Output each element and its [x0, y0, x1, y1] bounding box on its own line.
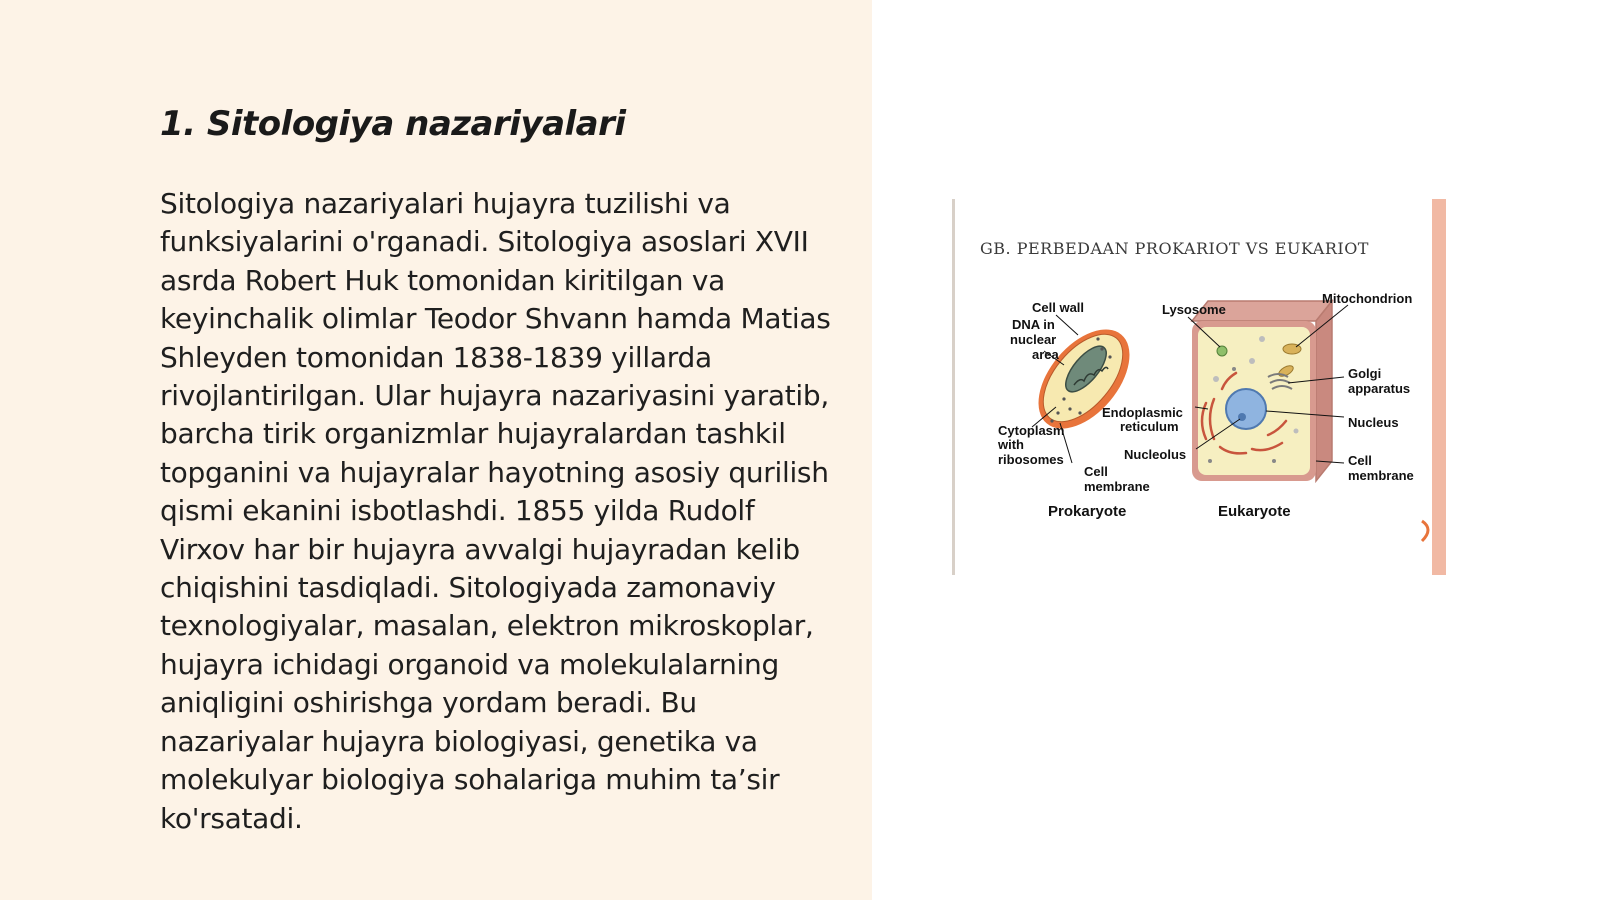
caption-eukaryote: Eukaryote	[1218, 503, 1291, 520]
eukaryote-cell	[1192, 301, 1332, 481]
ribosome-dot	[1208, 459, 1212, 463]
ribosome-dot	[1272, 459, 1276, 463]
label-nucleolus: Nucleolus	[1124, 447, 1187, 462]
label-dna-1: DNA in	[1012, 317, 1055, 332]
vesicle	[1294, 429, 1299, 434]
label-lysosome: Lysosome	[1162, 302, 1226, 317]
slide-body-text: Sitologiya nazariyalari hujayra tuzilishi va funksiyalarini o'rganadi. Sitologiya asoslari XVII asrda Robert Huk tomonidan kiritilgan va keyinchalik olimlar Teodor Shvann hamda Matias Shleyden tomonidan 1838-1839 yillarda rivojlantirilgan. Ular hujayra nazariyasini yaratib, barcha tirik organizmlar hujayralardan tashkil topganini va hujayralar hayotning asosiy qurilish qismi ekanini isbotlashdi. 1855 yilda Rudolf Virxov har bir hujayra avvalgi hujayradan kelib chiqishini tasdiqladi. Sitologiyada zamonaviy texnologiyalar, masalan, elektron mikroskoplar, hujayra ichidagi organoid va molekulalarning aniqligini oshirishga yordam beradi. Bu nazariyalar hujayra biologiyasi, genetika va molekulyar biologiya sohalariga muhim ta’sir ko'rsatadi.	[160, 187, 831, 835]
label-cell-membrane-eukaryote-2: membrane	[1348, 468, 1414, 483]
ribosome-dot	[1078, 411, 1081, 414]
vesicle	[1249, 358, 1255, 364]
figure-right-border	[1432, 199, 1446, 575]
vesicle	[1213, 376, 1219, 382]
label-cytoplasm-2: with	[998, 437, 1024, 452]
label-er-1: Endoplasmic	[1102, 405, 1183, 420]
ribosome-dot	[1056, 411, 1059, 414]
cell-comparison-figure	[952, 199, 1450, 575]
ribosome-dot	[1062, 397, 1065, 400]
eukaryote-side-face	[1316, 301, 1332, 481]
label-cytoplasm-1: Cytoplasm	[998, 423, 1065, 438]
label-cell-membrane-prokaryote-2: membrane	[1084, 479, 1150, 494]
ribosome-dot	[1232, 367, 1236, 371]
ribosome-dot	[1100, 347, 1103, 350]
ribosome-dot	[1068, 407, 1071, 410]
figure-title: GB. PERBEDAAN PROKARIOT VS EUKARIOT	[980, 239, 1369, 258]
caption-prokaryote: Prokaryote	[1048, 503, 1127, 520]
cell-diagram	[952, 199, 1450, 575]
vesicle	[1259, 336, 1265, 342]
label-cell-membrane-eukaryote-1: Cell	[1348, 453, 1372, 468]
figure-left-border	[952, 199, 955, 575]
lysosome	[1217, 346, 1227, 356]
label-golgi-1: Golgi	[1348, 366, 1382, 381]
label-mitochondrion: Mitochondrion	[1322, 291, 1413, 306]
label-cell-wall: Cell wall	[1032, 300, 1085, 315]
label-dna-3: area	[1032, 347, 1059, 362]
label-cytoplasm-3: ribosomes	[998, 452, 1064, 467]
page-curl-mark	[1422, 521, 1428, 541]
ribosome-dot	[1096, 337, 1099, 340]
ribosome-dot	[1108, 355, 1111, 358]
label-er-2: reticulum	[1120, 419, 1179, 434]
label-nucleus: Nucleus	[1348, 415, 1399, 430]
slide-title: 1. Sitologiya nazariyalari	[160, 104, 626, 144]
label-cell-membrane-prokaryote-1: Cell	[1084, 464, 1108, 479]
label-dna-2: nuclear	[1010, 332, 1057, 347]
nucleus	[1226, 389, 1266, 429]
label-golgi-2: apparatus	[1348, 381, 1411, 396]
